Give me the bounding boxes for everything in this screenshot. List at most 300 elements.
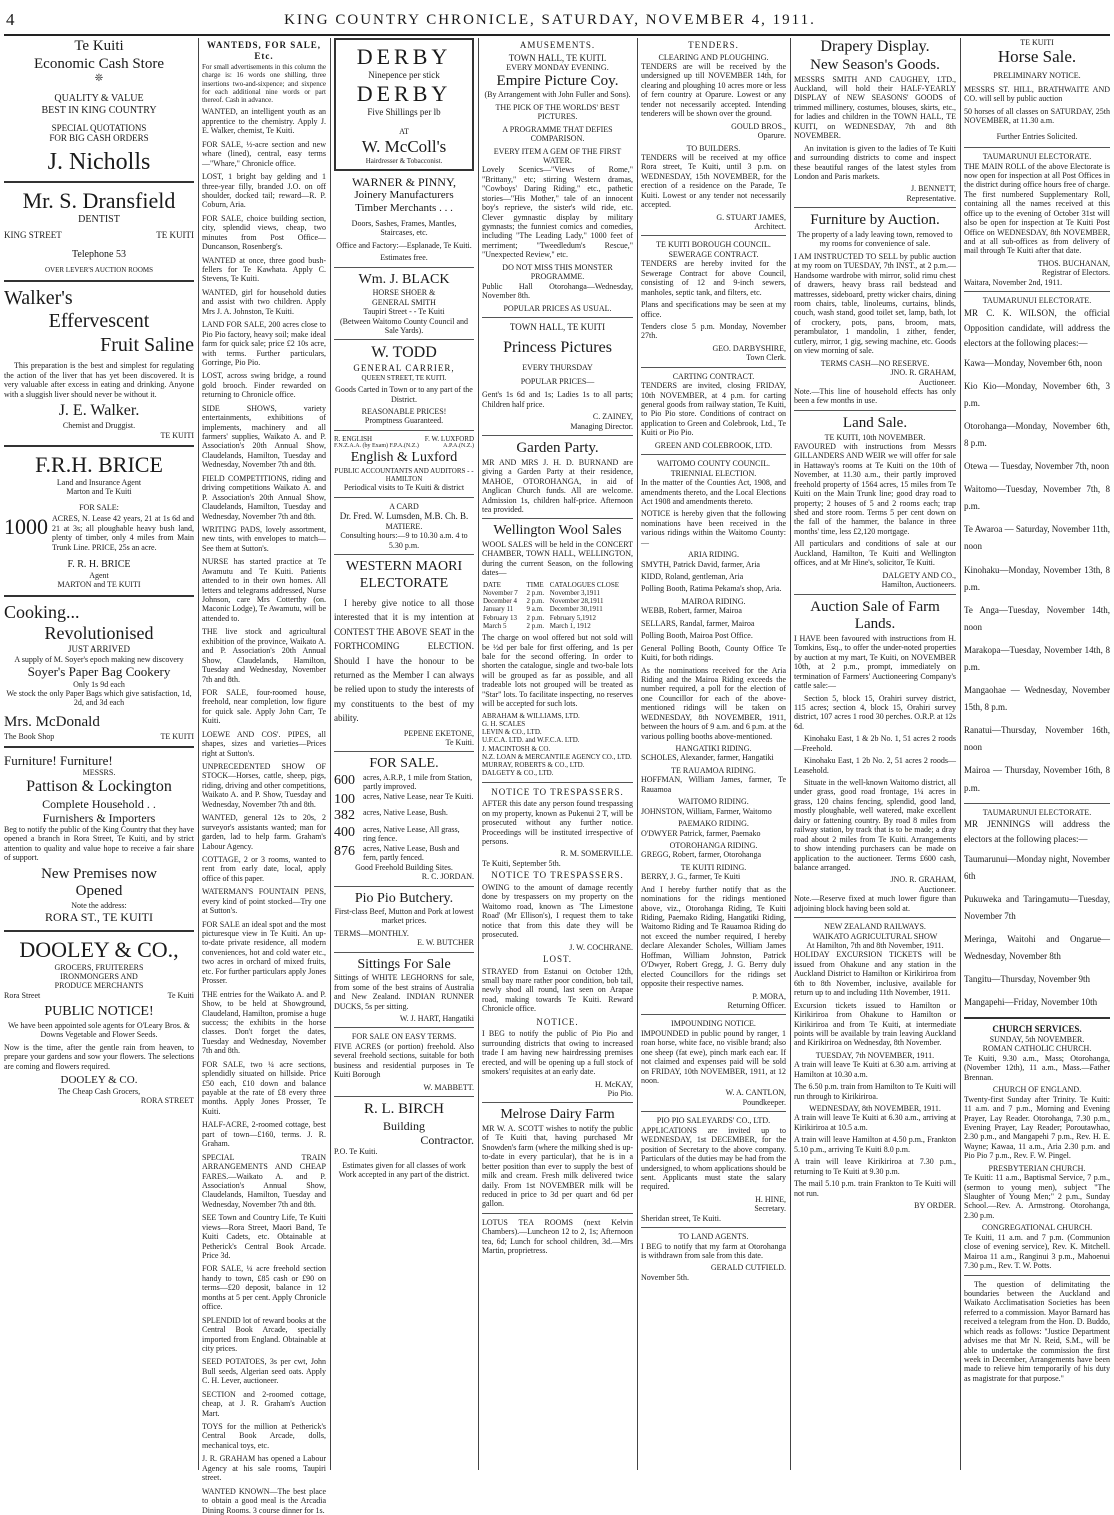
warner-body: Doors, Sashes, Frames, Mantles, Staircases, etc. (351, 218, 457, 238)
farm-sec: Kinohaku East, 1 & 2b No. 1, 51 acres 2 roods—Freehold. (794, 734, 956, 753)
mora-name: P. MORA, (752, 991, 786, 1001)
public-notice-body-2: Now is the time, after the gentle rain from heaven, to prepare your gardens and sow your flowers. The selections are coming and flowers required. (4, 1042, 194, 1071)
forsale-heading: FOR SALE. (369, 756, 439, 772)
furniture-body: I AM INSTRUCTED TO SELL by public auction at my room on TUESDAY, 7th INST., at 2 p.m.—Handsome wardrobe with mirror, solid rimu chest of drawers, heavy brass rail bedstead and mattresses, sideboard, pretty wicker chairs, dining room chairs, table, linoleums, curtains, blinds, couch, wash stand, good toilet set, lamp, bath, lot of crockery, pots, pans, broom, mats, perambulator, 1 mandolin, 1 zither, fender, cutlery, mirror, 1 gig, sewing machine, etc. Goods on view morning of sale. (794, 251, 956, 356)
quotation-line: FOR BIG CASH ORDERS (49, 133, 149, 144)
ro-label: Returning Officer. (727, 1000, 786, 1010)
saleyards-heading: PIO PIO SALEYARDS' CO., LTD. (656, 1116, 771, 1126)
triennial-heading: TRIENNIAL ELECTION. (670, 468, 757, 478)
todd-line: GENERAL CARRIER, (353, 363, 455, 374)
englux-name: English & Luxford (350, 450, 458, 466)
pattison-name: Pattison & Lockington (26, 777, 172, 795)
trespass-body-2: OWING to the amount of damage recently done by trespassers on my property on the Waitomo road, known as 'The Limestone Road' (Mr Ellison's), I request them to take notice that from this date they will be prosecuted. (482, 882, 633, 940)
empire-line: A PROGRAMME THAT DEFIES COMPARISON. (502, 124, 613, 144)
riding-entry: And I hereby further notify that as the nominations for the ridings mentioned above, viz., Otorohanga Riding, Te Kuiti Riding, Paemako Riding, Hangatiki Riding, Waitomo Riding and Te Rauamoa Riding do not exceed the number required, I hereby declare Alexander Scholes, William James Hoffman, William Johnston, Patrick O'Dwyer, Robert Gregg, J. G. Berry duly elected Councillors for the ridings set opposite their respective names. (641, 884, 786, 989)
wool-table-cell: February 5,1912 (549, 613, 597, 622)
masthead (0, 0, 1114, 34)
roll-body: THE MAIN ROLL of the above Electorate is now open for inspection at all Post Offices in the district during office hours free of charge. The first numbered Supplementary Roll, containing all the names received at this office up to the evening of October 31st will also be open for inspection at Te Kuiti Post Office on WEDNESDAY, 8th NOVEMBER, and at all sub-offices as from delivery of mail through Te Kuiti after that date. (964, 161, 1110, 256)
secretary-label: Secretary. (754, 1204, 786, 1214)
pres-body: Te Kuiti: 11 a.m., Baptismal Service, 7 p.m., (sermon to young men), subject "The Slaughter of Young Men;" 2 p.m., Sunday School.—Rev. A. Armstrong. Otorohanga, 2.30 p.m. (964, 1173, 1110, 1220)
empire-arr: (By Arrangement with John Fuller and Sons). (484, 90, 631, 100)
todd-line: Promptness Guaranteed. (364, 416, 444, 426)
firm-name: LEVIN & CO., LTD. (482, 728, 542, 737)
riding-entry: GREGG, Robert, farmer, Otorohanga (641, 850, 762, 860)
furniture-sub: The property of a lady leaving town, removed to my rooms for convenience of sale. (797, 229, 953, 249)
warner-name: WARNER & PINNY, (351, 174, 457, 189)
todd-body: Goods Carted in Town or to any part of the District. (335, 385, 473, 404)
riding-entry: SCHOLES, Alexander, farmer, Hangatiki (641, 753, 774, 763)
birch-name: R. L. BIRCH (363, 1101, 444, 1118)
tenders-heading: TENDERS. (688, 40, 739, 50)
forsale-row (334, 844, 474, 863)
princess-line: EVERY THURSDAY (522, 363, 593, 373)
wool-table (482, 581, 633, 631)
riding-heading: OTOROHANGA RIDING. (669, 840, 758, 850)
wm-heading: WESTERN MAORI (345, 559, 463, 575)
lotus-body: LOTUS TEA ROOMS (next Kelvin Chambers).—Luncheon 12 to 2, 1s; Afternoon tea, 6d; Lunch for school children, 3d.—Mrs Martin, proprietress. (482, 1217, 633, 1256)
brice-name: F.R.H. BRICE (35, 451, 163, 477)
clearing-heading: CLEARING AND PLOUGHING. (658, 52, 769, 62)
freehold-label: Good Freehold Building Sites. (355, 862, 453, 872)
agent-label: Agent (89, 570, 109, 580)
amusements-heading: AMUSEMENTS. (519, 40, 596, 50)
dooley-line: GROCERS, FRUITERERS (54, 962, 144, 972)
builders-heading: TO BUILDERS. (686, 143, 741, 153)
quality-line: QUALITY & VALUE (54, 93, 144, 105)
econ-heading-2: Economic Cash Store (34, 55, 164, 72)
econ-heading: Te Kuiti (74, 38, 124, 54)
garden-heading: Garden Party. (516, 440, 599, 457)
electorate-heading-2: TAUMARUNUI ELECTORATE. (982, 296, 1092, 306)
riding-heading: HANGATIKI RIDING. (675, 744, 752, 754)
opened-label: Opened (75, 883, 123, 900)
column-5 (641, 38, 786, 1470)
table-row (482, 622, 633, 630)
english-name: R. ENGLISH (334, 434, 373, 443)
classified-ad: UNPRECEDENTED SHOW OF STOCK—Horses, cattle, sheep, pigs, riding, driving and other competitions, Waikato A. and P. Show, Tuesday and Wednesday, November 7th and 8th. (202, 762, 326, 809)
wool-table-cell: January 11 (483, 605, 514, 614)
card-label: A CARD (389, 501, 419, 511)
nzr-heading: NEW ZEALAND RAILWAYS. (824, 922, 926, 932)
land-sale-all: All particulars and conditions of sale at our Auckland, Hamilton, Te Kuiti and Wellington offices, and at Mr Hine's, solicitor, Te Kuiti. (794, 539, 956, 568)
riding-entry: SELLARS, Randal, farmer, Mairoa (641, 618, 755, 628)
garden-body: MR AND MRS J. H. D. BURNAND are giving a Garden Party at their residence, MAHOE, OTOROHANGA, in aid of Anglican Church funds. All are welcome. Admission 1s, children half-price. Afternoon tea provided. (482, 457, 633, 514)
excursion-body: Excursion tickets issued to Hamilton or Kirikiriroa from Ohakune to Hamilton or Kirikiriroa and from Te Kuiti, at intermediate points will be available by train leaving Auckland and Kirikiriroa on Wednesday, 8th November. (794, 1000, 956, 1048)
address-note: Note the address: (71, 901, 127, 911)
forsale-acres: 400 (334, 824, 355, 840)
classified-ad: FOR SALE, ½-acre section and new whare (lined), central, easy terms—"Whare," Chronicle office. (202, 139, 326, 168)
hamilton-label: Hamilton, Auctioneers. (881, 580, 956, 590)
cutfield-name: GERALD CUTFIELD. (710, 1263, 786, 1273)
forsale-desc: acres, Native Lease, All grass, ring fence. (363, 824, 460, 844)
land-sale-date: TE KUITI, 10th NOVEMBER. (824, 432, 926, 442)
dransfield-name: Mr. S. Dransfield (22, 188, 176, 214)
farm-heading-2: Lands. (854, 616, 896, 633)
wool-table-cell: March 1, 1912 (549, 621, 591, 630)
ridings-list (641, 550, 786, 988)
empire-line: Public Hall Otorohanga—Wednesday, November 8th. (482, 281, 633, 301)
butcher-name: E. W. BUTCHER (417, 938, 474, 948)
wanteds-note: For small advertisements in this column the charge is: 16 words one shilling, three insertions two-and-sixpence; and sixpence for each additional nine words or part thereof. Cash in advance. (202, 63, 326, 105)
wilson-place: Te Awaroa — Saturday, November 11th, noon (964, 524, 1110, 552)
wool-table-cell: December 30,1911 (549, 605, 603, 614)
telephone: Telephone 53 (71, 248, 126, 260)
farm-sec: Kinohaku East, 1 2b No. 2, 51 acres 2 roods—Leasehold. (794, 756, 956, 775)
jennings-place: Mangapehi—Friday, November 10th (964, 997, 1098, 1008)
entries-label: Further Entries Solicited. (996, 131, 1078, 141)
forsale-acres: 382 (334, 808, 355, 824)
wm-heading-2: ELECTORATE (359, 575, 449, 591)
derby-heading-2: DERBY (356, 80, 452, 106)
firm-name: U.F.C.A. LTD. and W.F.C.A. LTD. (482, 736, 580, 745)
clearing-body: TENDERS are will be received by the undersigned up till NOVEMBER 14th, for clearing and ploughing 10 acres more or less of fern country at Oparure. Lowest or any tender not necessarily accepted. Intending tenderers will be shown over the ground. (641, 62, 786, 119)
brice-sub: Land and Insurance Agent (56, 477, 142, 487)
drapery-body: MESSRS SMITH AND CAUGHEY, LTD., Auckland, will hold their HALF-YEARLY DISPLAY of NEW SEASONS' GOODS of trimmed millinery, costumes, blouses, skirts, etc., for ladies and children in the TOWN HALL, TE KUITI, on WEDNESDAY, 7th and 8th NOVEMBER. (794, 74, 956, 141)
princess-heading: Princess Pictures (503, 338, 612, 356)
acres-text: ACRES, N. Lease 42 years, 21 at 1s 6d and 21 at 3s; all ploughable heavy bush land, plenty of timber, only 4 miles from Main Trunk Line. PRICE, 25s an acre. (52, 514, 194, 552)
at-label: AT (399, 127, 409, 137)
cong-body: Te Kuiti, 11 a.m. and 7 p.m. (Communion close of evening service), Rev. K. Mitchell. Mairoa 11 a.m., Ranginui 3 p.m., Mahoenui 7.30 p.m., Rev. T. W. Potts. (964, 1232, 1110, 1271)
riding-entry: WEBB, Robert, farmer, Mairoa (641, 606, 742, 616)
street-label: KING STREET (4, 230, 62, 241)
town-label: TE KUITI (156, 230, 194, 241)
derby-heading: DERBY (356, 44, 452, 69)
warner-office: Office and Factory:—Esplanade, Te Kuiti. (336, 240, 472, 250)
classified-ad: THE live stock and agricultural exhibition of the province, Waikato A. and P. Association's 20th Annual Show, Claudelands, Hamilton, Tuesday and Wednesday, November 7th and 8th. (202, 627, 326, 684)
column-divider (198, 38, 199, 1470)
terms-label: TERMS CASH—NO RESERVE. (820, 358, 930, 368)
every-label: EVERY MONDAY EVENING. (506, 63, 609, 73)
consult-hours: Consulting hours:—9 to 10.30 a.m. 4 to 5.30 p.m. (340, 531, 468, 550)
black-note: (Between Waitomo County Council and Sale Yards). (339, 316, 469, 335)
wool-table-cell: March 5 (483, 621, 507, 630)
classified-ad: WANTED, girl for household duties and assist with two children. Apply Mrs J. A. Johnston, Te Kuiti. (202, 287, 326, 316)
wool-table-cell: 2 p.m. (526, 621, 545, 630)
wool-table-cell: December 4 (483, 597, 518, 606)
auctioneer-label: Auctioneer. (918, 377, 956, 387)
riding-entry: O'DWYER Patrick, farmer, Paemako (641, 828, 761, 838)
wool-table-header: TIME (526, 580, 544, 589)
train-line: The 6.50 p.m. train from Hamilton to Te Kuiti will run through to Kirikiriroa. (794, 1082, 956, 1101)
classified-ad: SECTION and 2-roomed cottage, cheap, at J. R. Graham's Auction Mart. (202, 1389, 326, 1418)
mccoll-name: W. McColl's (361, 136, 447, 156)
bennett-name: J. BENNETT, (911, 184, 956, 194)
soyer-sub: A supply of M. Soyer's epoch making new discovery (14, 654, 184, 664)
work-label: Work accepted in any part of the district. (338, 1169, 470, 1179)
forsale-acres: 876 (334, 843, 355, 859)
forsale-row (334, 773, 474, 792)
furnishers-label: Furnishers & Importers (42, 810, 156, 825)
complete-household: Complete Household . . (42, 796, 156, 811)
rc-heading: ROMAN CATHOLIC CHURCH. (982, 1044, 1092, 1054)
waitara-label: Waitara, November 2nd, 1911. (964, 277, 1063, 287)
riding-entry: SMYTH, Patrick David, farmer, Aria (641, 559, 760, 569)
wool-table-cell: 2 p.m. (526, 613, 545, 622)
pattison-body: Beg to notify the public of the King Country that they have opened a branch in Rora Street, Te Kuiti, and by strict attention to quality and value hope to receive a fair share of support. (4, 824, 194, 863)
jennings-place: Tangitu—Thursday, November 9th (964, 974, 1091, 985)
land-agents-body: I BEG to notify that my farm at Otorohanga is withdrawn from sale from this date. (641, 1241, 786, 1261)
wool-body: WOOL SALES will be held in the CONCERT CHAMBER, TOWN HALL, WELLINGTON, during the current Season, on the following dates— (482, 539, 633, 578)
forsale-row (334, 808, 474, 825)
empire-body: Lovely Scenics—"Views of Rome," "Brittany," etc; stirring Western dramas, "Cowboys' Daring Riding," etc., pathetic stories—"His Mother," tale of an innocent boy's reprieve, the sister's wild ride, etc. Clever gymnastic display by military gymnasts; the funniest comics and comedies, including "The Leading Lady," 1000 feet of merriment; "Tweedledum's Rescue," "Unexpected Review," etc. (482, 165, 633, 260)
riding-entry: General Polling Booth, County Office Te Kuiti, for both ridings. (641, 643, 786, 663)
wool-charge: The charge on wool offered but not sold will be ½d per bale for first offering, and 1s per bale for the second offering. In order to shorten the catalogue, single and two-bale lots will be grouped as far as possible, and all tradeable lots not grouped will be treated as "Star" lots. To facilitate inspecting, no reserves will be accepted for such lots. (482, 633, 633, 709)
train-line: A train will leave Hamilton at 4.50 p.m., Frankton 5.10 p.m., arriving Te Kuiti 8.0 p.m. (794, 1135, 956, 1154)
poundkeeper-label: Poundkeeper. (742, 1097, 786, 1107)
classified-ad: TOYS for the million at Petherick's Central Book Arcade, dolls, mechanical toys, etc. (202, 1422, 326, 1450)
luxford-name: F. W. LUXFORD (424, 434, 474, 443)
street-label: Rora Street (4, 990, 41, 1000)
town-label: TE KUITI (160, 731, 194, 741)
farm-sec: Section 5, block 15, Orahiri survey district, 115 acres; section 4, block 15, Orahiri survey district, 107 acres 1 rood 30 perches. O.R.P. at 12s 6d. (794, 693, 956, 731)
todd-address: QUEEN STREET, TE KUITI. (361, 373, 447, 382)
town-hall-label: TOWN HALL, TE KUITI (509, 321, 606, 332)
jennings-places (964, 851, 1110, 1012)
show-heading: WAIKATO AGRICULTURAL SHOW (812, 931, 938, 941)
land-sale-body: FAVOURED with instructions from Messrs GILLANDERS AND WEIR we will offer for sale in Hattaway's rooms at Te Kuiti on the 10th of November, at 11.30 a.m., their partly improved freehold property of 1564 acres, 15 miles from Te Kuiti on the Main Trunk line; good dray road to property; 2 houses of 5 and 2 rooms each; trap shed and store room. Terms 5 per cent down on the fall of the hammer, the balance in three months' time, less £2,120 mortgage. (794, 441, 956, 536)
pres-heading: PRESBYTERIAN CHURCH. (988, 1163, 1086, 1173)
classified-ad: LOST, across swing bridge, a round gold brooch. Finder rewarded on returning to Chronicle office. (202, 371, 326, 400)
town-label: Oparure. (757, 131, 786, 141)
classified-ad: WRITING PADS, lovely assortment, new tints, with envelopes to match—See them at Sutton's. (202, 524, 326, 553)
forsale-row (334, 825, 474, 844)
wilson-place: Marakopa—Tuesday, November 14th, 8 p.m. (964, 644, 1110, 672)
firm-name: N.Z. LOAN & MERCANTILE AGENCY CO., LTD. (482, 752, 632, 761)
wilson-place: Te Anga—Tuesday, November 14th, noon (964, 604, 1110, 632)
town-label: Te Kuiti. (445, 738, 474, 748)
princess-body: Gent's 1s 6d and 1s; Ladies 1s to all parts; Children half price. (482, 390, 633, 409)
horses-body: 50 horses of all classes on SATURDAY, 25th NOVEMBER, at 11.30 a.m. (964, 106, 1110, 126)
new-premises: New Premises now (41, 865, 157, 882)
town-hall-label: TOWN HALL, TE KUITI. (508, 52, 607, 63)
wool-table-cell: 9 a.m. (526, 605, 544, 614)
registrar-label: Registrar of Electors. (1041, 268, 1110, 278)
column-7 (964, 38, 1110, 1470)
sewer-close: Tenders close 5 p.m. Monday, November 27th. (641, 321, 786, 341)
classified-ad: WANTED, an intelligent youth as an apprentice to the chemistry. Apply J. E. Walker, chemist, Te Kuiti. (202, 107, 326, 136)
riding-entry: KIDD, Roland, gentleman, Aria (641, 572, 744, 582)
notice-heading: NOTICE. (536, 1016, 579, 1027)
empire-line: DO NOT MISS THIS MONSTER PROGRAMME. (502, 262, 613, 282)
farm-sit: Situate in the well-known Waitomo district, all under grass, good road frontage, 1¼ acres in grass, 120 chains fencing, splendid, good land, mostly ploughable, well watered, make excellent dairy or fattening country. By road 8 miles from railway station, by track that is to be made; a dray road about 2 miles from Te Kuiti. Arrangements to show intending purchasers can be made on application to the auctioneer. Terms £600 cash, balance arranged. (794, 778, 956, 872)
cantlon-name: W. A. CANTLON, (725, 1088, 786, 1098)
column-divider (790, 38, 791, 1470)
classified-ad: WANTED KNOWN—The best place to obtain a good meal is the Arcadia Dining Rooms. 3 course dinner for 1s. (202, 1486, 326, 1515)
classified-ad: WATERMAN'S FOUNTAIN PENS, every kind of point stocked—Try one at Sutton's. (202, 887, 326, 916)
building-label: Building (382, 1118, 425, 1133)
lumsden-name: Dr. Fred. W. Lumsden, M.B. Ch. B. (339, 511, 469, 522)
empire-heading: Empire Picture Coy. (496, 72, 619, 89)
jennings-place: Pukuweka and Taringamutu—Tuesday, November 7th (964, 893, 1110, 921)
cochrane-name: J. W. COCHRANE. (569, 942, 633, 952)
jennings-place: Meringa, Waitohi and Ongarue—Wednesday, November 8th (964, 934, 1110, 962)
classified-ad: SEE Town and Country Life, Te Kuiti views—Rora Street, Maori Band, Te Kuiti Cadets, etc. Obtainable at Petherick's Central Book Arcade. Price 3d. (202, 1213, 326, 1261)
darbyshire-name: GEO. DARBYSHIRE, (712, 343, 786, 353)
impound-body: IMPOUNDED in public pound by ranger, 1 roan horse, white face, no visible brand; also one sheep (fat ewe), pinch mark each ear. If not claimed and expenses paid will be sold on FRIDAY, 10th NOVEMBER, 1911, at 12 noon. (641, 1028, 786, 1086)
gould-name: GOULD BROS., (731, 121, 786, 131)
auctioneer-label: Auctioneer. (918, 884, 956, 894)
zainey-name: C. ZAINEY, (592, 412, 633, 422)
farm-heading: Auction Sale of Farm (810, 598, 940, 615)
wilson-place: Kawa—Monday, November 6th, noon (964, 357, 1103, 368)
column-2 (202, 38, 326, 1515)
revolutionised-heading: Revolutionised (44, 622, 154, 643)
rora-address: RORA ST., TE KUITI (45, 910, 153, 925)
hine-name: H. HINE, (755, 1194, 786, 1204)
riding-entry: Polling Booth, Mairoa Post Office. (641, 631, 753, 641)
pepene-name: PEPENE EKETONE, (403, 728, 474, 738)
column-1 (4, 38, 194, 1470)
riding-entry: JOHNSTON, William, Farmer, Waitomo (641, 806, 772, 816)
james-name: G. STUART JAMES, (716, 212, 786, 222)
firm-name: MURRAY, ROBERTS & CO., LTD. (482, 761, 585, 770)
ornament: ❊ (94, 73, 104, 85)
prelim-label: PRELIMINARY NOTICE. (993, 71, 1081, 81)
classified-ad: LOEWE AND COS'. PIPES, all shapes, sizes and varieties—Prices right at Sutton's. (202, 729, 326, 758)
train-line: A train will leave Te Kuiti at 6.30 a.m. arriving at Hamilton at 10.30 a.m. (794, 1060, 956, 1079)
green-colebrook: GREEN AND COLEBROOK, LTD. (654, 440, 773, 450)
black-line: HORSE SHOER & (372, 288, 436, 298)
column-3 (334, 38, 474, 1470)
classified-ad: COTTAGE, 2 or 3 rooms, wanted to rent from early date, local, apply office of this paper. (202, 854, 326, 883)
walker-heading-3: Fruit Saline (100, 333, 194, 356)
melrose-body: MR W. A. SCOTT wishes to notify the public of Te Kuiti that, having purchased Mr Snowden's farm (where the milking shed is up-to-date in every particular), that he is in a better position than ever to supply the best of milk and cream. Fresh milk delivered twice daily. From 1st NOVEMBER milk will be reduced in price to 3d per quart and 6d per gallon. (482, 1123, 633, 1209)
black-address: Taupiri Street - - Te Kuiti (363, 307, 445, 317)
pio-heading: Pio Pio Butchery. (354, 890, 454, 906)
column-divider (330, 38, 331, 1470)
sewer-body: TENDERS are hereby invited for the Sewerage Contract for above Council, consisting of 12 and 9-inch sewers, manholes, septic tank, and filters, etc. (641, 259, 786, 297)
arrived-label: JUST ARRIVED (67, 644, 131, 655)
stock-text: We stock the only Paper Bags which give satisfaction, 1d, 2d, and 3d each (6, 688, 192, 708)
electorate-heading-3: TAUMARUNUI ELECTORATE. (982, 807, 1092, 817)
architect-label: Architect. (754, 222, 786, 232)
sewer-heading: SEWERAGE CONTRACT. (668, 249, 759, 259)
riding-heading: ARIA RIDING. (687, 550, 740, 560)
estimates-label: Estimates given for all classes of work (342, 1160, 466, 1170)
wilson-place: Ranatui—Thursday, November 16th, noon (964, 725, 1110, 753)
town-label: Pio Pio. (607, 1089, 633, 1099)
sunday-label: SUNDAY, 5th NOVEMBER. (989, 1035, 1085, 1045)
todd-name: W. TODD (371, 344, 437, 362)
easy-body: FIVE ACRES (or portion) freehold. Also several freehold sections, suitable for both business and residential purposes in Te Kuiti Borough (334, 1041, 474, 1080)
chemist-label: Chemist and Druggist. (62, 421, 136, 431)
wilson-body: MR C. K. WILSON, the official Opposition candidate, will address the electors at the following places:— (964, 307, 1110, 349)
graham-name: JNO. R. GRAHAM, (890, 875, 956, 885)
classified-ad: FOR SALE, four-roomed house, freehold, near completion, low figure for quick sale. Apply John Carr, Te Kuiti. (202, 687, 326, 726)
clerk-label: Town Clerk. (746, 353, 786, 363)
forsale-acres: 600 (334, 772, 355, 788)
train-line: A train will leave Te Kuiti at 6.30 a.m., arriving at Kirikiriroa at 10.5 a.m. (794, 1113, 956, 1132)
wool-table-cell: 2 p.m. (526, 588, 545, 597)
furniture-heading: Furniture by Auction. (810, 212, 940, 229)
walker-body: This preparation is the best and simplest for regulating the action of the liver that has yet been discovered. It is very valuable after excess in eating and drinking. Anyone with a sluggish liver should never be without it. (4, 361, 194, 399)
classified-ad: WANTED, general 12s to 20s, 2 surveyor's assistants wanted; man for garden, lad to help farm. Graham's Labour Agency. (202, 813, 326, 851)
land-agents-heading: TO LAND AGENTS. (678, 1232, 749, 1242)
hart-name: W. J. HART, Hangatiki (399, 1014, 474, 1024)
melrose-heading: Melrose Dairy Farm (500, 1107, 615, 1123)
firms-list (482, 712, 633, 778)
impound-heading: IMPOUNDING NOTICE. (671, 1019, 756, 1029)
wool-table-cell: 2 p.m. (526, 597, 545, 606)
classified-ad: FOR SALE, choice building section, city, splendid views, cheap, two minutes from Post Office—Duncanson, Rosenberg's. (202, 213, 326, 252)
wm-body: I hereby give notice to all those interested that it is my intention at CONTEST THE ABOVE SEAT in the FORTHCOMING ELECTION. Should I have the honour to be returned as the Member I can always be relied upon to study the interests of my constituents to the best of my ability. (334, 598, 474, 724)
englux-line: PUBLIC ACCOUNTANTS AND AUDITORS - - HAMILTON (334, 466, 474, 483)
mcdonald-name: Mrs. McDonald (4, 713, 100, 730)
jennings-body: MR JENNINGS will address the electors at the following places:— (964, 819, 1110, 845)
riding-heading: TE KUITI RIDING. (680, 862, 747, 872)
dooley-line: PRODUCE MERCHANTS (54, 981, 144, 991)
cheap-label: The Cheap Cash Grocers, (57, 1087, 141, 1096)
jordan-name: R. C. JORDAN. (421, 872, 474, 882)
furniture-heading: Furniture! Furniture! (4, 752, 113, 768)
cong-heading: CONGREGATIONAL CHURCH. (981, 1223, 1093, 1233)
wilson-place: Waitomo—Tuesday, November 7th, 8 p.m. (964, 484, 1110, 512)
wilson-place: Otorohanga—Monday, November 6th, 8 p.m. (964, 420, 1110, 448)
saleyards-body: APPLICATIONS are invited up to WEDNESDAY, 1st DECEMBER, for the position of Secretary to the above company. Particulars of the duties may be had from the undersigned, to whom applications should be sent. Applicants must state the salary required. (641, 1125, 786, 1192)
wool-table-cell: February 13 (483, 613, 518, 622)
nominations-body: NOTICE is hereby given that the following nominations have been received in the various ridings within the Waitomo County:— (641, 509, 786, 547)
holiday-body: HOLIDAY EXCURSION TICKETS will be issued from Ohakune and any station in the Auckland District to Hamilton or Kirikiriroa from 6th to 8th November, inclusive, available for return up to and including 11th November, 1911. (794, 950, 956, 998)
messrs-label: MESSRS. (82, 768, 116, 778)
farm-body: I HAVE been favoured with instructions from H. Tomkins, Esq., to offer the under-noted properties by auction at my mart, Te Kuiti, on NOVEMBER 10th, at 2 p.m., prompt, immediately on termination of Farmers' Auctioneering Company's cattle sale:— (794, 633, 956, 691)
brice-sub2: Marton and Te Kuiti (66, 487, 132, 497)
classified-ad: SEED POTATOES, 3s per cwt, John Bull seeds, Algerian seed oats. Apply C. H. Lever, auctioneer. (202, 1357, 326, 1386)
estimates-label: Estimates free. (380, 253, 428, 263)
classified-list (202, 107, 326, 1515)
coe-heading: CHURCH OF ENGLAND. (992, 1085, 1082, 1095)
lost-heading: LOST. (542, 954, 573, 964)
mabbett-name: W. MABBETT. (423, 1082, 474, 1092)
drapery-heading: Drapery Display. (820, 38, 930, 55)
land-sale-heading: Land Sale. (842, 414, 908, 431)
coe-body: Twenty-first Sunday after Trinity. Te Kuiti: 11 a.m. and 7 p.m., Morning and Evening Prayer, Lay Reader. Otorohanga, 7.30 p.m., Evening Prayer, Lay Reader; Poroutawhao, 2.30 p.m., and Mangapehi 7 p.m., Rev. H. E. Wayne; Kawaa, 11 a.m., Aria 2.30 p.m. and Pio Pio 7 p.m., Rev. F. W. Pingel. (964, 1094, 1110, 1161)
byorder-label: BY ORDER. (914, 1200, 956, 1210)
column-6 (794, 38, 956, 1470)
masthead-rule (4, 34, 1110, 36)
classified-ad: FIELD COMPETITIONS, riding and driving competitions Waikato A. and P. Association's 20th Annual Show, Claudelands, Hamilton, Tuesday and Wednesday, November 7th and 8th. (202, 473, 326, 521)
graham-name: JNO. R. GRAHAM, (890, 368, 956, 378)
dalgety-name: DALGETY AND CO., (882, 570, 956, 580)
jennings-place: Taumarunui—Monday night, November 6th (964, 853, 1110, 881)
train-line: The mail 5.10 p.m. train Frankton to Te Kuiti will not run. (794, 1179, 956, 1198)
for-sale-label: FOR SALE: (79, 502, 119, 512)
newspaper-title: KING COUNTRY CHRONICLE, SATURDAY, NOVEMBER 4, 1911. (284, 12, 816, 28)
classified-ad: SPLENDID lot of reward books at the Central Book Arcade, specially imported from England. Obtainable at city prices. (202, 1315, 326, 1353)
forsale-desc: acres, Native Lease, Bush and fern, partly fenced. (363, 843, 460, 863)
sittings-body: Sittings of WHITE LEGHORNS for sale, from some of the best strains of Australia and New Zealand. INDIAN RUNNER DUCKS, 5s per sitting. (334, 973, 474, 1011)
new-season-heading: New Season's Goods. (810, 56, 940, 73)
walker-name: J. E. Walker. (58, 402, 140, 420)
director-label: Managing Director. (570, 421, 633, 431)
brice-name-2: F. R. H. BRICE (67, 559, 131, 570)
quality-line: BEST IN KING COUNTRY (41, 104, 157, 116)
po-label: P.O. Te Kuiti. (334, 1147, 378, 1157)
wilson-places (964, 355, 1110, 797)
forsale-desc: acres, A.R.P., 1 mile from Station, partly improved. (363, 772, 473, 792)
riding-heading: MAIROA RIDING. (681, 596, 746, 606)
classified-ad: NURSE has started practice at Te Awamutu and Te Kuiti. Patients attended to in their own homes. All letters and telegrams addressed, Nurse Johnson, care Mrs Cotterthy (on. Maconic Lodge), Te Awamutu, will be attended to. (202, 557, 326, 623)
sewer-plans: Plans and specifications may be seen at my office. (641, 300, 786, 319)
table-row (482, 597, 633, 605)
wilson-place: Kio Kio—Monday, November 6th, 3 p.m. (964, 380, 1110, 408)
sittings-heading: Sittings For Sale (357, 956, 451, 972)
horse-sale-heading: Horse Sale. (997, 47, 1077, 67)
todd-line: REASONABLE PRICES! (361, 407, 447, 417)
soyer-title: Soyer's Paper Bag Cookery (27, 664, 171, 680)
nicholls-name: J. Nicholls (47, 148, 151, 175)
englux-line: Periodical visits to Te Kuiti & district (343, 483, 465, 493)
dooley-line: IRONMONGERS AND (60, 972, 138, 982)
